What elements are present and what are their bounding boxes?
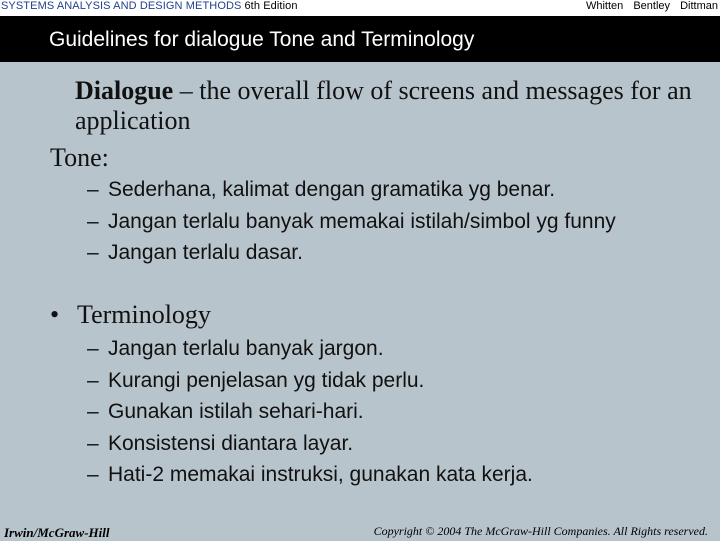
dialogue-definition (75, 76, 695, 136)
bullet-marker: • (50, 300, 60, 329)
list-item (87, 178, 616, 210)
dash-marker: – (87, 241, 99, 264)
tone-list (87, 178, 616, 273)
slide-title: Guidelines for dialogue Tone and Terminology (49, 28, 475, 51)
dash-marker: – (87, 178, 99, 201)
dash-marker: – (87, 400, 99, 423)
list-item-text: Jangan terlalu dasar. (108, 241, 303, 264)
terminology-label: Terminology (77, 300, 211, 329)
dialogue-term: Dialogue (75, 76, 174, 105)
tone-heading: Tone: (50, 143, 109, 172)
dash-marker: – (87, 431, 99, 455)
dialogue-definition-text: – the overall flow of screens and messages for an application (75, 76, 692, 135)
list-item-text: Kurangi penjelasan yg tidak perlu. (108, 368, 425, 392)
list-item-text: Jangan terlalu banyak jargon. (108, 337, 384, 360)
dash-marker: – (87, 368, 99, 392)
list-item-text: Gunakan istilah sehari-hari. (108, 400, 364, 423)
author-name: Whitten (585, 0, 624, 12)
list-item (87, 210, 616, 242)
list-item (87, 337, 533, 369)
book-title (1, 0, 298, 12)
list-item-text: Konsistensi diantara layar. (108, 431, 354, 455)
dash-marker: – (87, 209, 99, 233)
copyright-footer: Copyright © 2004 The McGraw-Hill Companies. All Rights reserved. (373, 524, 708, 538)
list-item (87, 400, 533, 432)
dash-marker: – (87, 337, 99, 360)
book-title-text: SYSTEMS ANALYSIS AND DESIGN METHODS (1, 0, 242, 12)
list-item-text: Jangan terlalu banyak memakai istilah/simbol yg funny (108, 209, 616, 233)
publisher-footer: Irwin/McGraw-Hill (4, 525, 110, 540)
authors (579, 0, 718, 12)
terminology-list (87, 337, 533, 495)
edition-label: 6th Edition (244, 0, 298, 12)
terminology-heading (50, 300, 211, 330)
list-item (87, 463, 533, 495)
author-name: Dittman (680, 0, 718, 12)
list-item-text: Hati-2 memakai instruksi, gunakan kata kerja. (108, 463, 533, 486)
list-item (87, 241, 616, 273)
top-header-bar (0, 0, 720, 16)
author-name: Bentley (633, 0, 671, 12)
list-item (87, 432, 533, 464)
list-item-text: Sederhana, kalimat dengan gramatika yg benar. (108, 178, 556, 201)
list-item (87, 369, 533, 401)
dash-marker: – (87, 463, 99, 486)
